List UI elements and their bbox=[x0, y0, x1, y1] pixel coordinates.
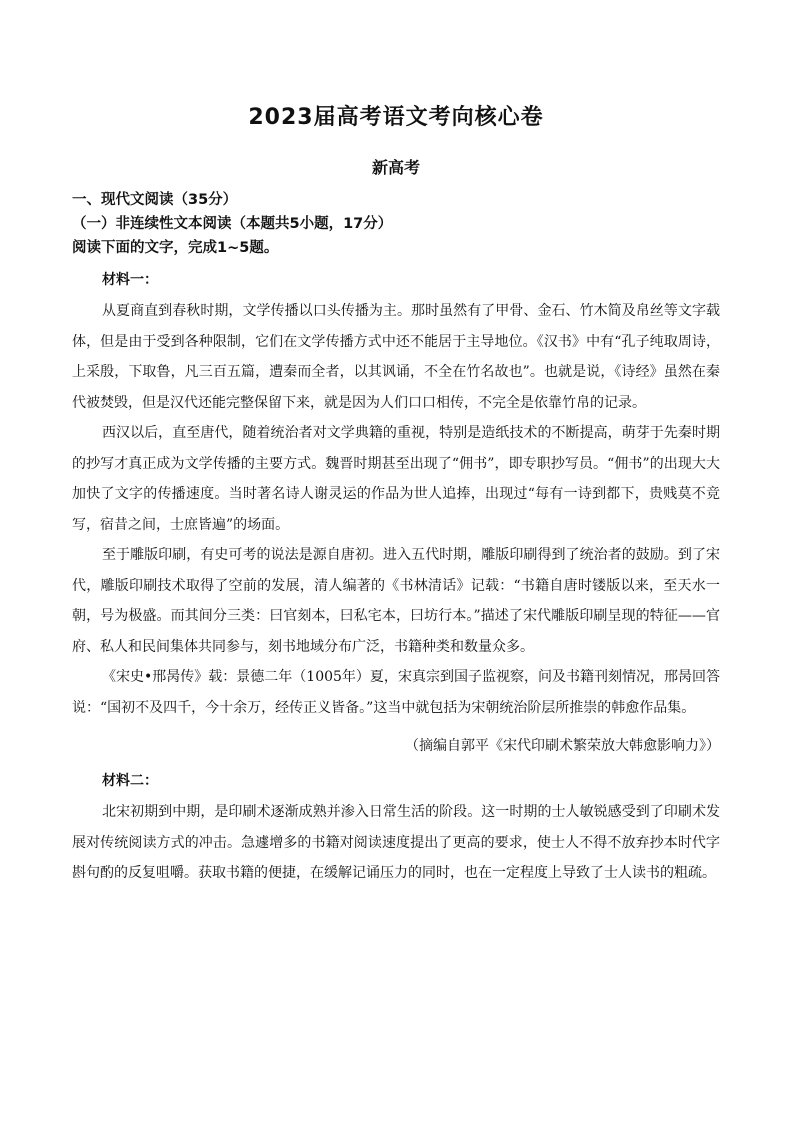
material-one-paragraph-3: 至于雕版印刷，有史可考的说法是源自唐初。进入五代时期，雕版印刷得到了统治者的鼓励。到了宋代，雕版印刷技术取得了空前的发展，清人编著的《书林清话》记载：“书籍自唐时镂版以来，至天水一朝，号为极盛。而其间分三类：曰官刻本，曰私宅本，曰坊行本。”描述了宋代雕版印刷呈现的特征——官府、私人和民间集体共同参与，刻书地域分布广泛，书籍种类和数量众多。 bbox=[72, 547, 720, 655]
material-one-paragraph-4: 《宋史•邢昺传》载：景德二年（1005年）夏，宋真宗到国子监视察，问及书籍刊刻情况，邢昺回答说：“国初不及四千，今十余万，经传正义皆备。”这当中就包括为宋朝统治阶层所推崇的韩愈作品集。 bbox=[72, 669, 720, 716]
material-one-source: （摘编自郭平《宋代印刷术繁荣放大韩愈影响力》） bbox=[405, 738, 720, 754]
page-subtitle: 新高考 bbox=[371, 158, 420, 177]
reading-instruction: 阅读下面的文字，完成1~5题。 bbox=[72, 240, 279, 256]
section-heading: 一、现代文阅读（35分） bbox=[72, 192, 238, 208]
page-title: 2023届高考语文考向核心卷 bbox=[248, 105, 544, 130]
subsection-heading: （一）非连续性文本阅读（本题共5小题，17分） bbox=[72, 216, 393, 232]
material-one-label: 材料一： bbox=[102, 272, 158, 288]
material-two-paragraph-1: 北宋初期到中期，是印刷术逐渐成熟并渗入日常生活的阶段。这一时期的士人敏锐感受到了印刷术发展对传统阅读方式的冲击。急遽增多的书籍对阅读速度提出了更高的要求，使士人不得不放弃抄本时代字斟句酌的反复咀嚼。获取书籍的便捷，在缓解记诵压力的同时，也在一定程度上导致了士人读书的粗疏。 bbox=[72, 804, 720, 881]
material-one-paragraph-1: 从夏商直到春秋时期，文学传播以口头传播为主。那时虽然有了甲骨、金石、竹木简及帛丝等文字载体，但是由于受到各种限制，它们在文学传播方式中还不能居于主导地位。《汉书》中有“孔子纯取周诗，上采殷，下取鲁，凡三百五篇，遭秦而全者，以其讽诵，不全在竹名故也”。也就是说，《诗经》虽然在秦代被焚毁，但是汉代还能完整保留下来，就是因为人们口口相传，不完全是依靠竹帛的记录。 bbox=[72, 303, 720, 411]
material-two-label: 材料二： bbox=[102, 773, 158, 789]
material-one-paragraph-2: 西汉以后，直至唐代，随着统治者对文学典籍的重视，特别是造纸技术的不断提高，萌芽于先秦时期的抄写才真正成为文学传播的主要方式。魏晋时期甚至出现了“佣书”，即专职抄写员。“佣书”的出现大大加快了文字的传播速度。当时著名诗人谢灵运的作品为世人追捧，出现过“每有一诗到都下，贵贱莫不竞写，宿昔之间，士庶皆遍”的场面。 bbox=[72, 425, 720, 533]
